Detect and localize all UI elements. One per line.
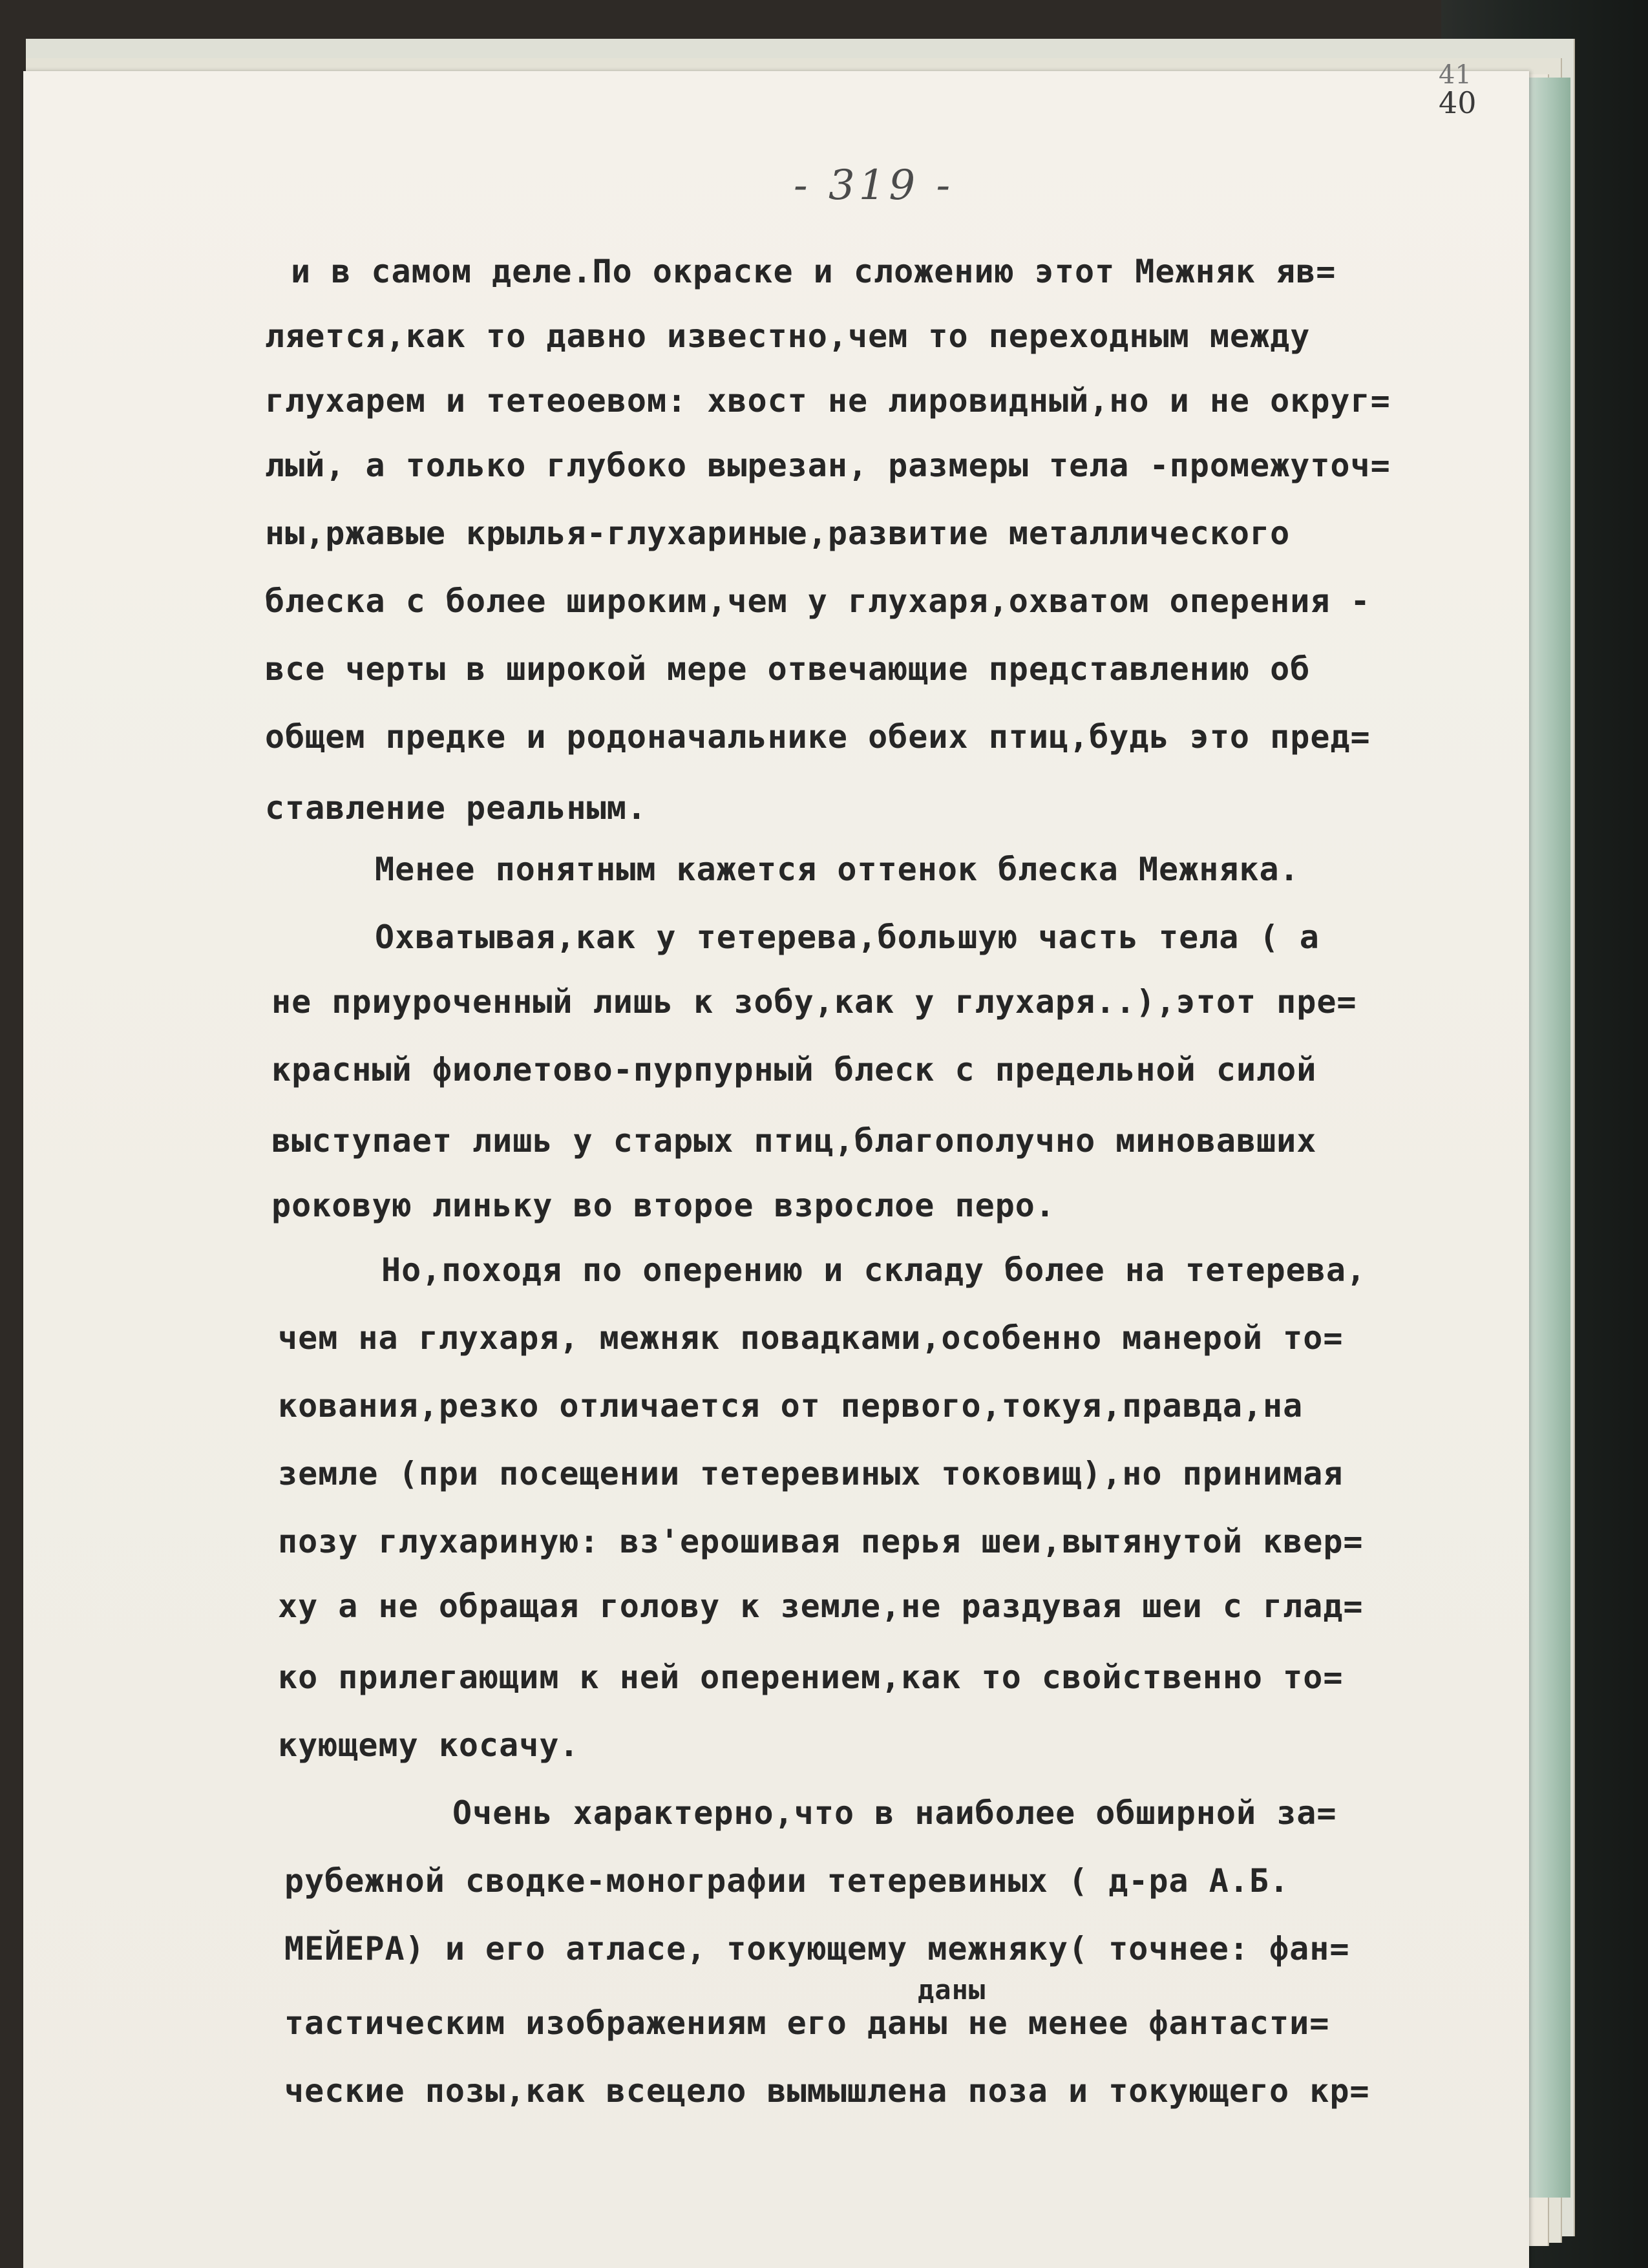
text-line: глухарем и тетеоевом: хвост не лировидный,но и не округ= xyxy=(265,382,1391,419)
text-line: кующему косачу. xyxy=(278,1726,580,1764)
text-line: ху а не обращая голову к земле,не раздувая шеи с глад= xyxy=(278,1587,1364,1625)
text-line: рубежной сводке-монографии тетеревиных ( д-ра А.Б. xyxy=(284,1862,1290,1900)
text-line: чем на глухаря, межняк повадками,особенно манерой то= xyxy=(278,1319,1344,1357)
text-line: роковую линьку во второе взрослое перо. xyxy=(271,1187,1055,1224)
text-line: Очень характерно,что в наиболее обширной за= xyxy=(452,1794,1337,1832)
page-marker: - 319 - xyxy=(794,162,955,209)
text-line: ческие позы,как всецело вымышлена поза и токующего кр= xyxy=(284,2072,1370,2110)
text-line: тастическим изображениям его даны не менее фантасти= xyxy=(284,2004,1330,2042)
text-line: ставление реальным. xyxy=(265,789,647,827)
text-line: позу глухариную: вз'ерошивая перья шеи,вытянутой квер= xyxy=(278,1523,1364,1560)
text-line: земле (при посещении тетеревиных токовищ),но принимая xyxy=(278,1455,1344,1492)
text-line: выступает лишь у старых птиц,благополучно миновавших xyxy=(271,1122,1317,1160)
text-line: и в самом деле.По окраске и сложению этот Межняк яв= xyxy=(291,253,1336,290)
text-line: красный фиолетово-пурпурный блеск с предельной силой xyxy=(271,1051,1317,1088)
interlinear-correction: даны xyxy=(918,1974,986,2006)
text-line: лый, а только глубоко вырезан, размеры тела -промежуточ= xyxy=(265,447,1391,484)
text-line: кования,резко отличается от первого,токуя,правда,на xyxy=(278,1387,1304,1425)
folio-number-top: 41 xyxy=(1439,60,1472,90)
text-line: Охватывая,как у тетерева,большую часть тела ( а xyxy=(375,918,1320,956)
text-line: все черты в широкой мере отвечающие представлению об xyxy=(265,650,1311,688)
text-line: блеска с более широким,чем у глухаря,охватом оперения - xyxy=(265,582,1371,620)
text-line: общем предке и родоначальнике обеих птиц,будь это пред= xyxy=(265,718,1371,756)
folio-number: 40 xyxy=(1439,85,1477,120)
text-line: ко прилегающим к ней оперением,как то свойственно то= xyxy=(278,1659,1344,1696)
text-line: ляется,как то давно известно,чем то переходным между xyxy=(265,317,1311,355)
text-line: ны,ржавые крылья-глухариные,развитие металлического xyxy=(265,514,1291,552)
text-line: Но,походя по оперению и складу более на тетерева, xyxy=(381,1251,1367,1289)
text-line: Менее понятным кажется оттенок блеска Межняка. xyxy=(375,851,1300,888)
text-line: не приуроченный лишь к зобу,как у глухаря..),этот пре= xyxy=(271,983,1357,1021)
text-line: МЕЙЕРА) и его атласе, токующему межняку( точнее: фан= xyxy=(284,1930,1350,1967)
